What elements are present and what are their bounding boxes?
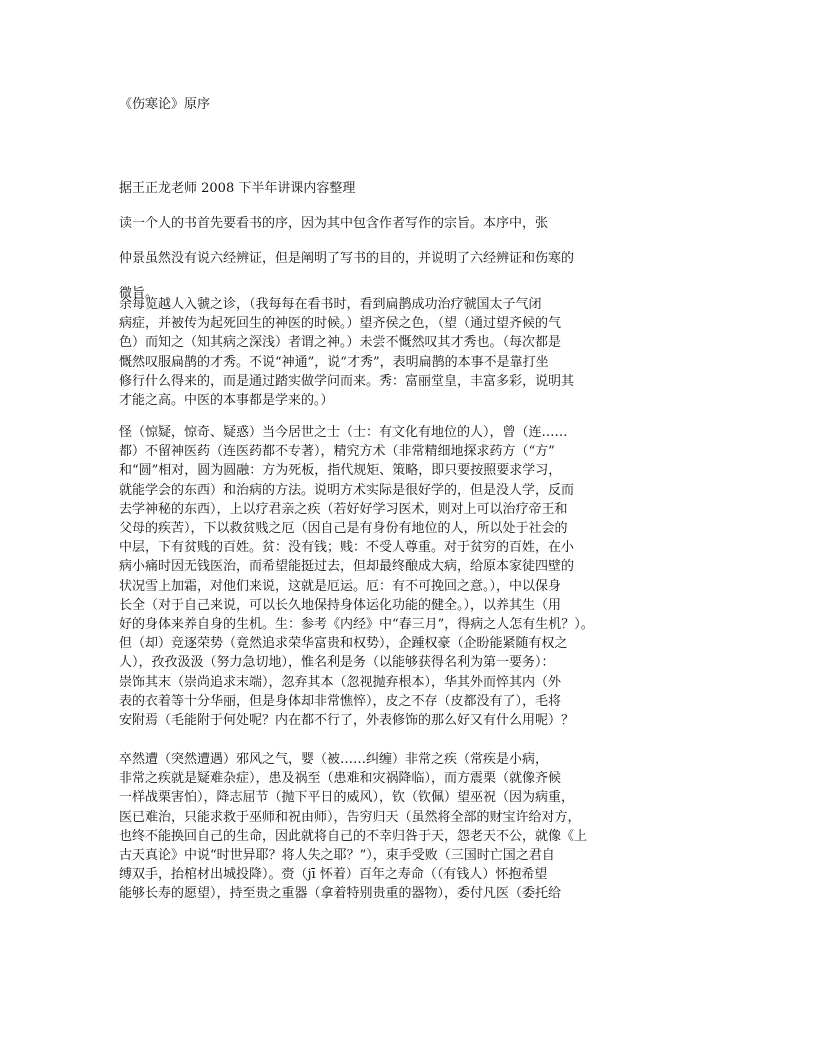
text-line: 才能之高。中医的本事都是学来的。） [119,393,334,408]
text-line: 表的衣着等十分华丽，但是身体却非常憔悴），皮之不存（皮都没有了），毛将 [119,693,562,709]
text-line: 但（却）竞逐荣势（竟然追求荣华富贵和权势），企踵权豪（企盼能紧随有权之 [119,636,568,652]
text-line: 病症，并被传为起死回生的神医的时候。）望齐侯之色，（望（通过望齐候的气 [119,316,562,332]
text-line: 和“圆”相对，圆为圆融：方为死板，指代规矩、策略，即只要按照要求学习， [119,463,562,479]
text-line: 长全（对于自己来说，可以长久地保持身体运化功能的健全。），以养其生（用 [119,597,562,613]
text-line: 就能学会的东西）和治病的方法。说明方术实际是很好学的，但是没人学，反而 [119,482,575,498]
text-line: 都）不留神医药（连医药都不专著），精究方术（非常精细地探求药方（“方” [119,444,555,460]
text-line: 去学神秘的东西），上以疗君亲之疾（若好好学习医术，则对上可以治疗帝王和 [119,501,568,517]
text-line: 人），孜孜汲汲（努力急切地），惟名利是务（以能够获得名利为第一要务）： [119,655,555,671]
document-subtitle: 据王正龙老师 2008 下半年讲课内容整理 [119,181,356,196]
text-line: 崇饰其末（崇尚追求末端），忽弃其本（忽视抛弃根本），华其外而悴其内（外 [119,674,562,690]
text-line: 医已难治，只能求救于巫师和祝由师），告穷归天（虽然将全部的财宝许给对方， [119,809,581,825]
text-line: 微旨。 [119,286,159,301]
text-line: 仲景虽然没有说六经辨证，但是阐明了写书的目的，并说明了六经辨证和伤寒的 [119,251,575,266]
text-line: 好的身体来养自身的生机。生：参考《内经》中“春三月”，得病之人怎有生机？）。 [119,617,594,632]
text-line: 能够长寿的愿望），持至贵之重器（拿着特别贵重的器物），委付凡医（委托给 [119,886,562,902]
text-line: 安附焉（毛能附于何处呢？内在都不行了，外表修饰的那么好又有什么用呢）？ [119,713,575,728]
text-line: 余每览越人入虢之诊，（我每每在看书时，看到扁鹊成功治疗虢国太子气闭 [119,297,542,312]
text-line: 状况雪上加霜，对他们来说，这就是厄运。厄：有不可挽回之意。），中以保身 [119,578,562,594]
text-line: 父母的疾苦），下以救贫贱之厄（因自己是有身份有地位的人，所以处于社会的 [119,521,568,536]
text-line: 病小痛时因无钱医治，而希望能挺过去，但却最终酿成大病，给原本家徒四壁的 [119,559,575,575]
text-line: 非常之疾就是疑难杂症），患及祸至（患难和灾祸降临），而方震栗（就像齐候 [119,771,562,787]
text-line: 修行什么得来的，而是通过踏实做学问而来。秀：富丽堂皇，丰富多彩，说明其 [119,373,575,389]
text-line: 读一个人的书首先要看书的序，因为其中包含作者写作的宗旨。本序中，张 [119,216,549,231]
text-line: 色）而知之（知其病之深浅）者谓之神。）未尝不慨然叹其才秀也。（每次都是 [119,335,562,351]
text-line: 缚双手，抬棺材出城投降）。赍（jī 怀着）百年之寿命（（有钱人）怀抱希望 [119,867,548,883]
text-line: 也终不能换回自己的生命，因此就将自己的不幸归咎于天，怨老天不公，就像《上 [119,828,588,844]
document-title: 《伤寒论》原序 [119,97,211,112]
text-line: 中层，下有贫贱的百姓。贫：没有钱；贱：不受人尊重。对于贫穷的百姓，在小 [119,540,575,556]
text-line: 慨然叹服扁鹊的才秀。不说“神通”，说“才秀”，表明扁鹊的本事不是靠打坐 [119,354,549,370]
text-line: 怪（惊疑，惊奇、疑惑）当今居世之士（士：有文化有地位的人），曾（连…… [119,425,568,440]
text-line: 古天真论》中说“时世异耶？将人失之耶？”），束手受败（三国时亡国之君自 [119,848,555,863]
text-line: 一样战栗害怕），降志屈节（抛下平日的威风），钦（钦佩）望巫祝（因为病重， [119,790,575,806]
text-line: 卒然遭（突然遭遇）邪风之气，婴（被……纠缠）非常之疾（常疾是小病， [119,752,549,767]
